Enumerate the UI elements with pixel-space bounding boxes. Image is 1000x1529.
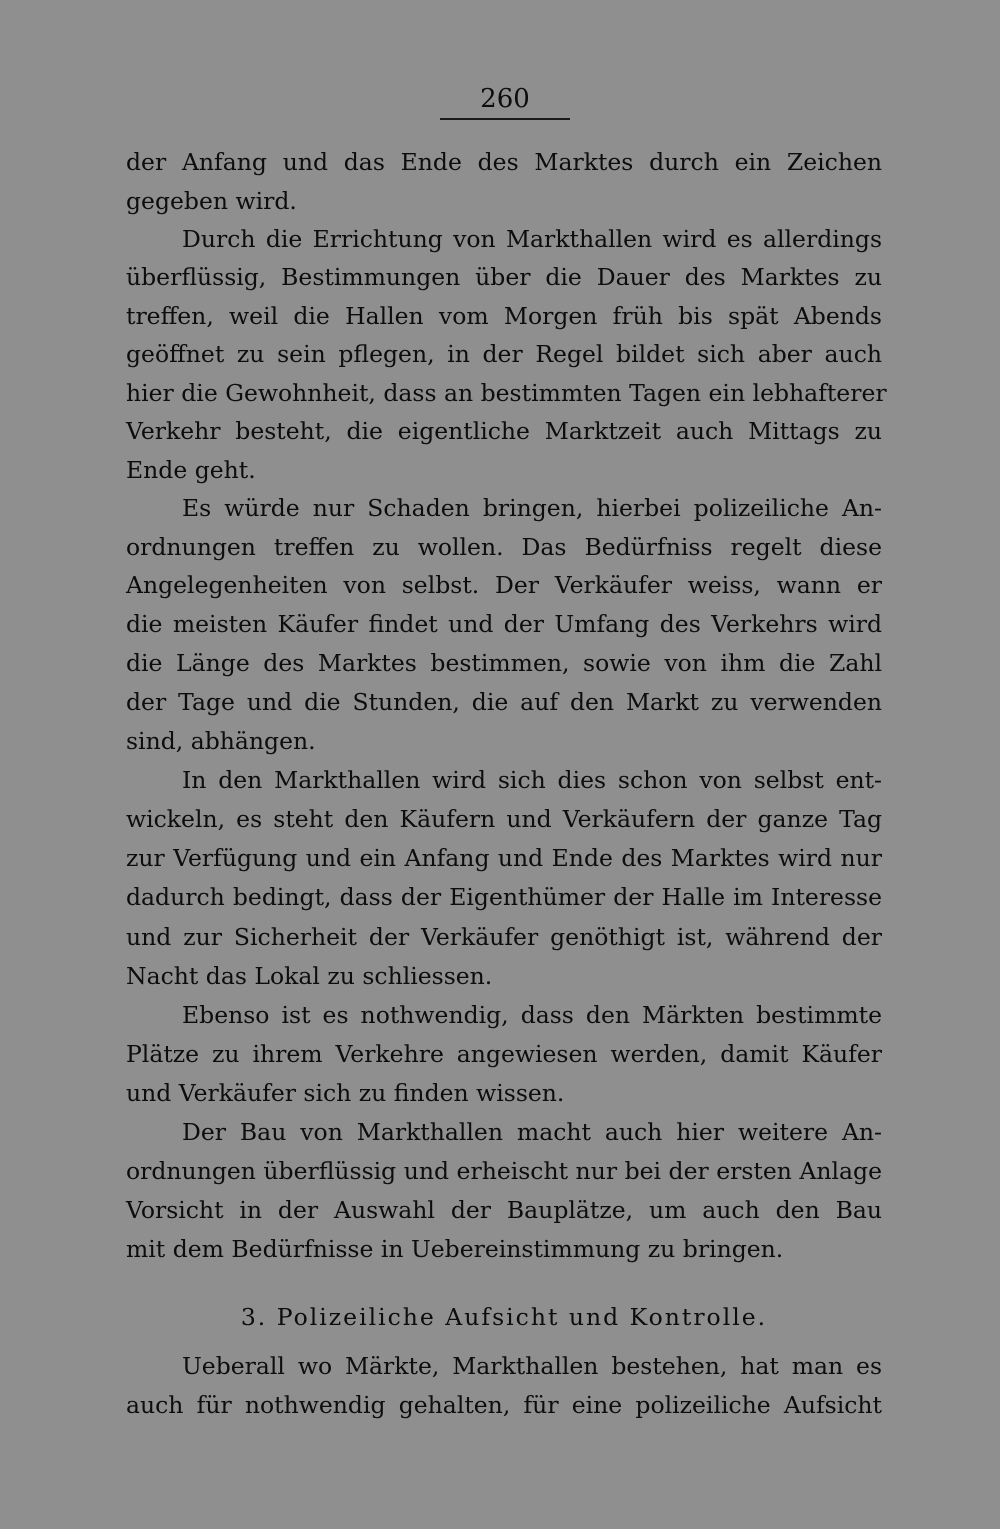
- section-heading: 3. Polizeiliche Aufsicht und Kontrolle.: [240, 1303, 768, 1331]
- paragraph-first-line: Es würde nur Schaden bringen, hierbei polizeiliche An-: [182, 494, 882, 522]
- text-line: Plätze zu ihrem Verkehre angewiesen werden, damit Käufer: [126, 1040, 882, 1068]
- text-line: treffen, weil die Hallen vom Morgen früh bis spät Abends: [126, 302, 882, 330]
- text-line: auch für nothwendig gehalten, für eine polizeiliche Aufsicht: [126, 1391, 882, 1419]
- text-line: die Länge des Marktes bestimmen, sowie von ihm die Zahl: [126, 649, 882, 677]
- text-line: geöffnet zu sein pflegen, in der Regel bildet sich aber auch: [126, 340, 882, 368]
- paragraph-first-line: Durch die Errichtung von Markthallen wird es allerdings: [182, 225, 882, 253]
- text-line: gegeben wird.: [126, 187, 297, 215]
- text-line: der Tage und die Stunden, die auf den Markt zu verwenden: [126, 688, 882, 716]
- text-line: Vorsicht in der Auswahl der Bauplätze, um auch den Bau: [126, 1196, 882, 1224]
- text-line: mit dem Bedürfnisse in Uebereinstimmung zu bringen.: [126, 1235, 784, 1263]
- text-line: die meisten Käufer findet und der Umfang des Verkehrs wird: [126, 610, 882, 638]
- text-line: zur Verfügung und ein Anfang und Ende des Marktes wird nur: [126, 844, 882, 872]
- text-line: Angelegenheiten von selbst. Der Verkäufer weiss, wann er: [126, 571, 882, 599]
- text-line: sind, abhängen.: [126, 727, 316, 755]
- text-line: Ende geht.: [126, 456, 256, 484]
- text-line: dadurch bedingt, dass der Eigenthümer der Halle im Interesse: [126, 883, 882, 911]
- text-line: der Anfang und das Ende des Marktes durch ein Zeichen: [126, 148, 882, 176]
- text-line: ordnungen überflüssig und erheischt nur bei der ersten Anlage: [126, 1157, 882, 1185]
- text-line: hier die Gewohnheit, dass an bestimmten Tagen ein lebhafterer: [126, 379, 887, 407]
- text-line: wickeln, es steht den Käufern und Verkäufern der ganze Tag: [126, 805, 882, 833]
- text-line: Verkehr besteht, die eigentliche Marktzeit auch Mittags zu: [126, 417, 882, 445]
- paragraph-first-line: Ueberall wo Märkte, Markthallen bestehen, hat man es: [182, 1352, 882, 1380]
- paragraph-first-line: Ebenso ist es nothwendig, dass den Märkten bestimmte: [182, 1001, 882, 1029]
- text-line: ordnungen treffen zu wollen. Das Bedürfniss regelt diese: [126, 533, 882, 561]
- page-number-rule: [440, 118, 570, 120]
- paragraph-first-line: Der Bau von Markthallen macht auch hier weitere An-: [182, 1118, 882, 1146]
- text-line: und zur Sicherheit der Verkäufer genöthigt ist, während der: [126, 923, 882, 951]
- text-line: und Verkäufer sich zu finden wissen.: [126, 1079, 565, 1107]
- text-line: Nacht das Lokal zu schliessen.: [126, 962, 493, 990]
- page-number: 260: [480, 84, 530, 114]
- paragraph-first-line: In den Markthallen wird sich dies schon von selbst ent-: [182, 766, 882, 794]
- text-line: überflüssig, Bestimmungen über die Dauer des Marktes zu: [126, 263, 882, 291]
